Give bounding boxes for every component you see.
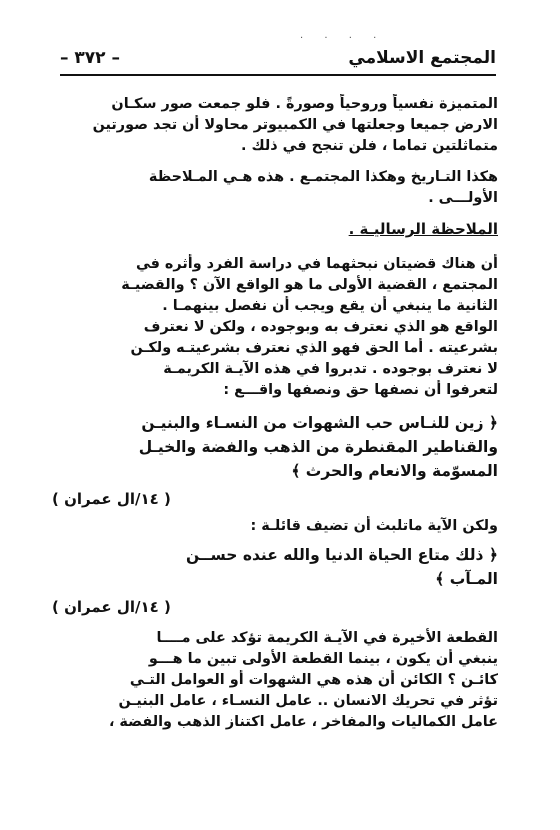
text-line: ينبغي أن يكون ، بينما القطعة الأولى تبين ما هـــو bbox=[148, 651, 498, 667]
text-line: تؤثر في تحريك الانسان .. عامل النسـاء ، عامل البنيـن bbox=[118, 693, 498, 709]
text-line: الواقع هو الذي نعترف به وبوجوده ، ولكن لا نعترف bbox=[143, 319, 498, 335]
text-line: المتميزة نفسياً وروحياً وصورةً . فلو جمعت صور سكـان bbox=[111, 96, 498, 112]
header-rule bbox=[60, 74, 496, 76]
verse-reference: ( ١٤/ال عمران ) bbox=[52, 598, 171, 616]
text-line: بشرعيته . أما الحق فهو الذي نعترف بشرعيتـه ولكـن bbox=[130, 340, 498, 356]
text-line: متماثلتين تماما ، فلن تنجح في ذلك . bbox=[240, 138, 498, 154]
quran-verse-1 bbox=[52, 411, 498, 483]
page-number: – ٣٧٢ – bbox=[60, 48, 120, 68]
text-line: الارض جميعا وجعلتها في الكمبيوتر محاولا أن تجد صورتين bbox=[92, 117, 498, 133]
paragraph-4 bbox=[52, 628, 498, 733]
running-title: المجتمع الاسلامي bbox=[348, 48, 496, 68]
verse-line: ﴿ زين للنـاس حب الشهوات من النسـاء والبنيـن bbox=[141, 414, 498, 432]
text-line: الأولـــى . bbox=[428, 190, 498, 206]
text-line: المجتمع ، القضية الأولى ما هو الواقع الآن ؟ والقضيـة bbox=[121, 277, 498, 293]
verse-line: والقناطير المقنطرة من الذهب والفضة والخيـل bbox=[138, 438, 498, 456]
text-line: عامل الكماليات والمفاخر ، عامل اكتناز الذهب والفضة ، bbox=[108, 714, 498, 730]
text-line: أن هناك قضيتان نبحثهما في دراسة الفرد وأثره في bbox=[135, 256, 498, 272]
paragraph-1 bbox=[52, 94, 498, 157]
quran-verse-2 bbox=[52, 543, 498, 591]
text-line: لا نعترف بوجوده . تدبروا في هذه الآيـة الكريمـة bbox=[163, 361, 498, 377]
text-line: ولكن الآية ماتلبث أن تضيف قائلـة : bbox=[250, 518, 498, 534]
paragraph-3 bbox=[52, 254, 498, 401]
text-line: القطعة الأخيرة في الآيـة الكريمة تؤكد على مــــا bbox=[156, 630, 498, 646]
verse-line: المـآب ﴾ bbox=[435, 570, 498, 588]
page-header bbox=[60, 48, 496, 78]
paragraph-2 bbox=[52, 167, 498, 209]
section-heading: الملاحظة الرساليـة . bbox=[348, 220, 498, 238]
verse-reference: ( ١٤/ال عمران ) bbox=[52, 490, 171, 508]
text-line: كائـن ؟ الكائن أن هذه هي الشهوات أو العوامل التـي bbox=[129, 672, 498, 688]
verse-line: المسوّمة والانعام والحرث ﴾ bbox=[291, 462, 498, 480]
top-dots: . . . . bbox=[300, 30, 386, 41]
verse-line: ﴿ ذلك متاع الحياة الدنيا والله عنده حســن bbox=[185, 546, 498, 564]
body-text bbox=[52, 94, 498, 733]
text-line: الثانية ما ينبغي أن يقع ويجب أن نفصل بينهمـا . bbox=[162, 298, 498, 314]
text-line: هكذا التـاريخ وهكذا المجتمـع . هذه هـي المـلاحظة bbox=[148, 169, 498, 185]
text-line: لتعرفوا أن نصفها حق ونصفها واقـــع : bbox=[223, 382, 498, 398]
